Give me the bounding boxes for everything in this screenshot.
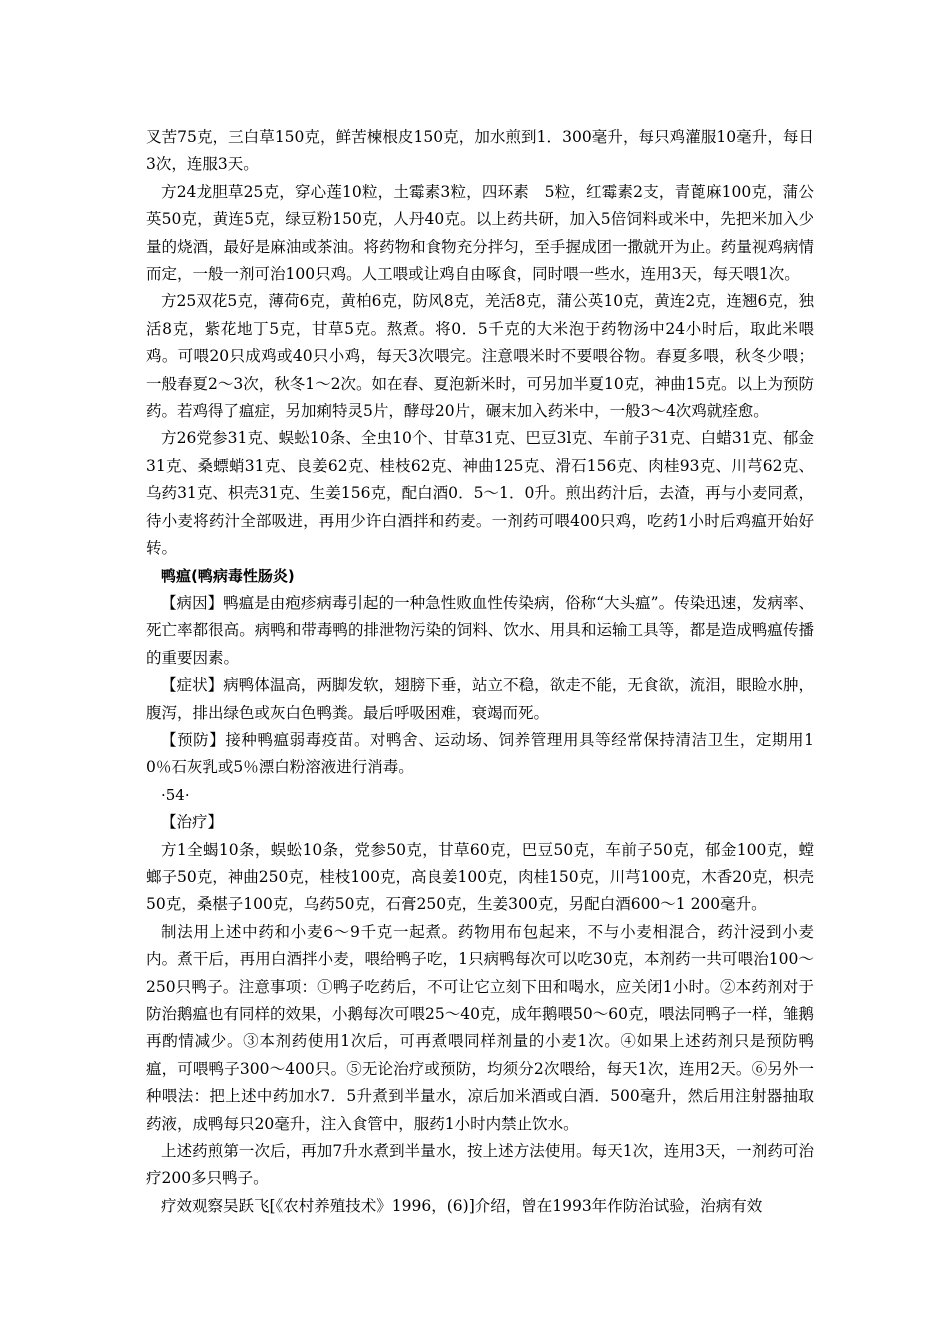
section-heading-duck-plague: 鸭瘟(鸭病毒性肠炎) (161, 566, 295, 585)
paragraph-formula-25: 方25双花5克，薄荷6克，黄柏6克，防风8克，羌活8克，蒲公英10克，黄连2克，连翘6克，独活8克，紫花地丁5克，甘草5克。熬煮。将0．5千克的大米泡于药物汤中24小时后，取此米喂鸡。可喂20只成鸡或40只小鸡，每天3次喂完。注意喂米时不要喂谷物。春夏多喂，秋冬少喂；一般春夏2～3次，秋冬1～2次。如在春、夏泡新米时，可另加半夏10克，神曲15克。以上为预防药。若鸡得了瘟症，另加痢特灵5片，酵母20片，碾末加入药米中，一般3～4次鸡就痊愈。 (146, 292, 814, 421)
paragraph-treatment-label: 【治疗】 (161, 813, 224, 832)
paragraph-prevention: 【预防】接种鸭瘟弱毒疫苗。对鸭舍、运动场、饲养管理用具等经常保持清洁卫生，定期用10％石灰乳或5％漂白粉溶液进行消毒。 (146, 730, 814, 777)
paragraph-cause: 【病因】鸭瘟是由疱疹病毒引起的一种急性败血性传染病，俗称“大头瘟”。传染迅速，发病率、死亡率都很高。病鸭和带毒鸭的排泄物污染的饲料、饮水、用具和运输工具等，都是造成鸭瘟传播的重要因素。 (146, 593, 814, 667)
document-page (146, 124, 814, 1220)
paragraph-formula-26: 方26党参31克、蜈蚣10条、全虫10个、甘草31克、巴豆3l克、车前子31克、白蜡31克、郁金31克、桑螵蛸31克、良姜62克、桂枝62克、神曲125克、滑石156克、肉桂93克、川芎62克、乌药31克、枳壳31克、生姜156克，配白酒0．5～1．0升。煎出药汁后，去渣，再与小麦同煮，待小麦将药汁全部吸进，再用少许白酒拌和药麦。一剂药可喂400只鸡，吃药1小时后鸡瘟开始好转。 (146, 429, 814, 558)
paragraph-formula-24: 方24龙胆草25克，穿心莲10粒，土霉素3粒，四环素 5粒，红霉素2支，青蓖麻100克，蒲公英50克，黄连5克，绿豆粉150克，人丹40克。以上药共研，加入5倍饲料或米中，先把米加入少量的烧酒，最好是麻油或茶油。将药物和食物充分拌匀，至手握成团一撒就开为止。药量视鸡病情而定，一般一剂可治100只鸡。人工喂或让鸡自由啄食，同时喂一些水，连用3天，每天喂1次。 (146, 182, 814, 284)
paragraph-second-decoction: 上述药煎第一次后，再加7升水煮到半量水，按上述方法使用。每天1次，连用3天，一剂药可治疗200多只鸭子。 (146, 1142, 814, 1188)
paragraph-treatment-formula-1: 方1全蝎10条，蜈蚣10条，党参50克，甘草60克，巴豆50克，车前子50克，郁金100克，螳螂子50克，神曲250克，桂枝100克，高良姜100克，肉桂150克，川芎100克，木香20克，枳壳50克，桑椹子100克，乌药50克，石膏250克，生姜300克，另配白酒600～1 200毫升。 (146, 840, 814, 914)
paragraph-preparation-method: 制法用上述中药和小麦6～9千克一起煮。药物用布包起来，不与小麦相混合，药汁浸到小麦内。煮干后，再用白酒拌小麦，喂给鸭子吃，1只病鸭每次可以吃30克，本剂药一共可喂治100～250只鸭子。注意事项：①鸭子吃药后，不可让它立刻下田和喝水，应关闭1小时。②本药剂对于防治鹅瘟也有同样的效果，小鹅每次可喂25～40克，成年鹅喂50～60克，喂法同鸭子一样，雏鹅再酌情减少。③本剂药使用1次后，可再煮喂同样剂量的小麦1次。④如果上述药剂只是预防鸭瘟，可喂鸭子300～400只。⑤无论治疗或预防，均须分2次喂给，每天1次，连用2天。⑥另外一种喂法：把上述中药加水7．5升煮到半量水，凉后加米酒或白酒．500毫升，然后用注射器抽取药液，成鸭每只20毫升，注入食管中，服药1小时内禁止饮水。 (146, 922, 814, 1133)
paragraph-formula-23-tail: 叉苦75克，三白草150克，鲜苦楝根皮150克，加水煎到1．300毫升，每只鸡灌服10毫升，每日3次，连服3天。 (146, 128, 814, 174)
paragraph-symptoms: 【症状】病鸭体温高，两脚发软，翅膀下垂，站立不稳，欲走不能，无食欲，流泪，眼睑水肿，腹泻，排出绿色或灰白色鸭粪。最后呼吸困难，衰竭而死。 (146, 676, 814, 722)
paragraph-efficacy-observation: 疗效观察吴跃飞[《农村养殖技术》1996，(6)]介绍，曾在1993年作防治试验，治病有效 (161, 1196, 763, 1215)
page-number: ·54· (161, 785, 190, 804)
